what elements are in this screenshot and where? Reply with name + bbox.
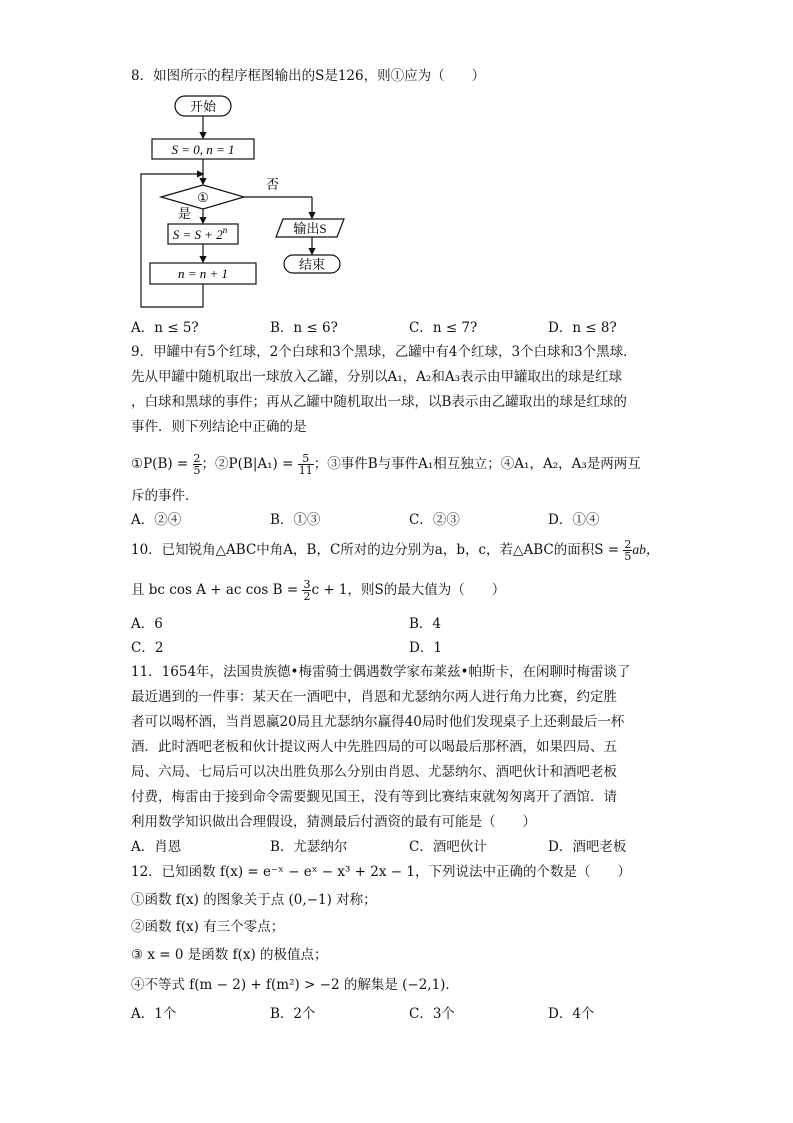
q9-s1-num: 2 bbox=[193, 452, 201, 465]
flow-no-label: 否 bbox=[266, 177, 280, 192]
q10-line-1 bbox=[131, 534, 659, 566]
q10-area-den: 5 bbox=[624, 550, 632, 563]
flow-yes-label: 是 bbox=[178, 206, 192, 221]
q9-s2-num: 5 bbox=[298, 453, 314, 465]
q8-option-d: D．n ≤ 8? bbox=[548, 320, 617, 336]
q9-s1-den: 5 bbox=[193, 464, 201, 477]
q9-statements bbox=[131, 448, 641, 480]
q12-option-d: D．4个 bbox=[548, 1006, 595, 1022]
q12-option-c: C．3个 bbox=[409, 1006, 455, 1022]
q12-statement-1: ①函数 f(x) 的图象关于点 (0,−1) 对称； bbox=[131, 892, 377, 908]
q12-statement-4: ④不等式 f(m − 2) + f(m²) > −2 的解集是 (−2,1)． bbox=[131, 977, 459, 993]
flow-start-label: 开始 bbox=[189, 99, 217, 114]
q10-l2-post: c + 1，则S的最大值为（ ） bbox=[311, 582, 506, 598]
q10-option-d: D．1 bbox=[409, 640, 442, 656]
q8-option-c: C．n ≤ 7? bbox=[409, 320, 478, 336]
q10-pre: 10．已知锐角△ABC中角A，B，C所对的边分别为a，b，c，若△ABC的面积S = bbox=[131, 542, 620, 558]
q10-l2-num: 3 bbox=[303, 578, 311, 591]
q11-line-6: 付费，梅雷由于接到命令需要觐见国王，没有等到比赛结束就匆匆离开了酒馆．请 bbox=[131, 789, 617, 805]
q9-line-4: 事件．则下列结论中正确的是 bbox=[131, 419, 307, 435]
q9-line-6: 斥的事件． bbox=[131, 488, 199, 504]
q9-s2-den: 11 bbox=[298, 464, 313, 477]
q9-s2-fraction bbox=[298, 453, 314, 476]
q9-line-2: 先从甲罐中随机取出一球放入乙罐，分别以A₁，A₂和A₃表示由甲罐取出的球是红球 bbox=[131, 369, 622, 385]
flow-output-label: 输出S bbox=[293, 221, 327, 236]
q11-option-c: C．酒吧伙计 bbox=[409, 839, 487, 855]
flow-step-sum-label: $S = S + 2^n$ bbox=[172, 225, 228, 242]
flowchart bbox=[130, 94, 380, 309]
q10-option-b: B．4 bbox=[409, 616, 442, 632]
flow-condition-label: ① bbox=[197, 190, 209, 205]
q8-option-b: B．n ≤ 6? bbox=[270, 320, 338, 336]
q9-s2-text: ；②P(B|A₁) = bbox=[201, 456, 294, 472]
q12-statement-2: ②函数 f(x) 有三个零点； bbox=[131, 919, 285, 935]
q8-option-a: A．n ≤ 5? bbox=[131, 320, 199, 336]
q9-s1-text: ①P(B) = bbox=[131, 456, 189, 472]
q12-option-a: A．1个 bbox=[131, 1006, 177, 1022]
q11-line-2: 最近遇到的一件事：某天在一酒吧中，肖恩和尤瑟纳尔两人进行角力比赛，约定胜 bbox=[131, 689, 617, 705]
q9-option-a: A．②④ bbox=[131, 512, 182, 528]
q11-line-7: 利用数学知识做出合理假设，猜测最后付酒资的最有可能是（ ） bbox=[131, 814, 536, 830]
q10-area-post: ab， bbox=[632, 542, 660, 557]
q10-l2-den: 2 bbox=[303, 590, 311, 603]
q11-option-a: A．肖恩 bbox=[131, 839, 182, 855]
q9-option-d: D．①④ bbox=[548, 512, 600, 528]
q11-line-1: 11．1654年，法国贵族德•梅雷骑士偶遇数学家布莱兹•帕斯卡，在闲聊时梅雷谈了 bbox=[131, 664, 631, 680]
q10-area-fraction bbox=[623, 539, 632, 562]
q10-option-c: C．2 bbox=[131, 640, 164, 656]
q9-s1-fraction bbox=[193, 453, 202, 476]
q9-option-c: C．②③ bbox=[409, 512, 460, 528]
q10-option-a: A．6 bbox=[131, 616, 163, 632]
q11-option-d: D．酒吧老板 bbox=[548, 839, 627, 855]
q9-option-b: B．①③ bbox=[270, 512, 321, 528]
q12-option-b: B．2个 bbox=[270, 1006, 316, 1022]
flow-end-label: 结束 bbox=[298, 257, 326, 272]
q11-line-5: 局、六局、七局后可以决出胜负那么分别由肖恩、尤瑟纳尔、酒吧伙计和酒吧老板 bbox=[131, 764, 617, 780]
flow-step-inc-label: n = n + 1 bbox=[177, 266, 229, 281]
q9-s3-text: ；③事件B与事件A₁相互独立；④A₁，A₂，A₃是两两互 bbox=[313, 456, 641, 472]
q9-line-3: ，白球和黑球的事件；再从乙罐中随机取出一球，以B表示由乙罐取出的球是红球的 bbox=[131, 394, 627, 410]
q10-l2-pre: 且 bc cos A + ac cos B = bbox=[131, 582, 299, 598]
q11-option-b: B．尤瑟纳尔 bbox=[270, 839, 348, 855]
q9-line-1: 9．甲罐中有5个红球，2个白球和3个黑球，乙罐中有4个红球，3个白球和3个黑球． bbox=[131, 344, 637, 360]
q11-line-4: 酒．此时酒吧老板和伙计提议两人中先胜四局的可以喝最后那杯酒，如果四局、五 bbox=[131, 739, 617, 755]
q11-line-3: 者可以喝杯酒，当肖恩赢20局且尤瑟纳尔赢得40局时他们发现桌子上还剩最后一杯 bbox=[131, 714, 625, 730]
q12-stem: 12．已知函数 f(x) = e⁻ˣ − eˣ − x³ + 2x − 1，下列说法中正确的个数是（ ） bbox=[131, 864, 631, 880]
q10-line-2 bbox=[131, 574, 505, 606]
q10-area-num: 2 bbox=[624, 538, 632, 551]
flow-init-label: S = 0, n = 1 bbox=[171, 142, 235, 157]
q12-statement-3: ③ x = 0 是函数 f(x) 的极值点； bbox=[131, 947, 328, 963]
q8-stem: 8．如图所示的程序框图输出的S是126，则①应为（ ） bbox=[131, 68, 486, 84]
